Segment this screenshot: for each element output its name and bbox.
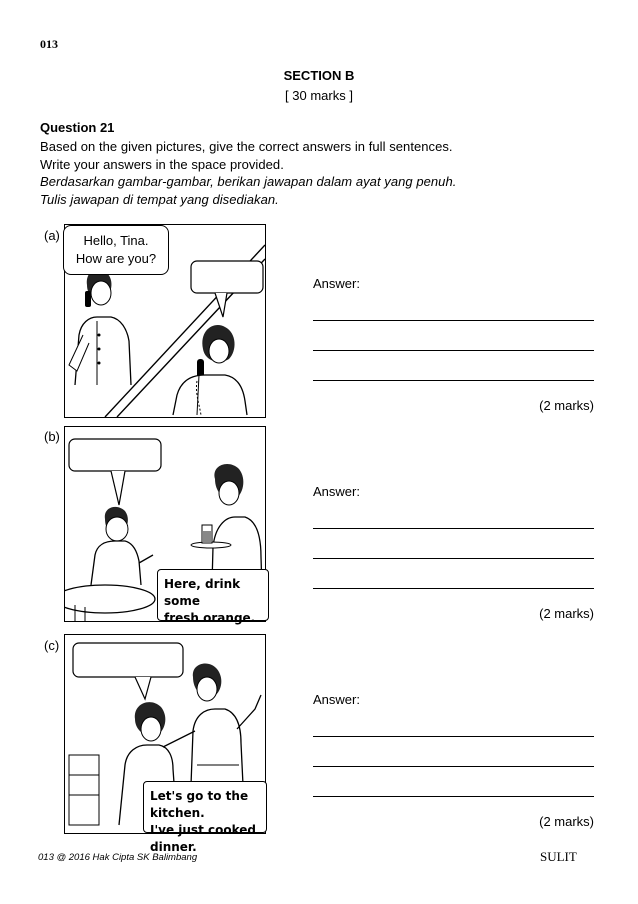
part-c-bubble-line-2: I've just cooked dinner. bbox=[150, 823, 256, 854]
part-b-marks: (2 marks) bbox=[539, 606, 594, 621]
part-b-picture bbox=[64, 426, 266, 625]
part-b-label: (b) bbox=[44, 429, 60, 444]
part-a-answer-line-3[interactable] bbox=[313, 380, 594, 381]
section-marks: [ 30 marks ] bbox=[285, 88, 353, 103]
part-b-speech-bubble bbox=[157, 569, 269, 625]
part-b-bubble-line-2: fresh orange. bbox=[164, 611, 256, 625]
part-b-answer-line-2[interactable] bbox=[313, 558, 594, 559]
part-c-marks: (2 marks) bbox=[539, 814, 594, 829]
part-a-answer-line-1[interactable] bbox=[313, 320, 594, 321]
part-c-answer-line-2[interactable] bbox=[313, 766, 594, 767]
instruction-line-2: Write your answers in the space provided. bbox=[40, 157, 284, 172]
part-a-answer-label: Answer: bbox=[313, 276, 360, 291]
part-b-answer-line-1[interactable] bbox=[313, 528, 594, 529]
part-a-speech-bubble bbox=[63, 225, 169, 275]
part-a-picture bbox=[64, 224, 266, 418]
instruction-line-4: Tulis jawapan di tempat yang disediakan. bbox=[40, 192, 279, 207]
part-b-answer-label: Answer: bbox=[313, 484, 360, 499]
instruction-line-1: Based on the given pictures, give the correct answers in full sentences. bbox=[40, 139, 453, 154]
part-c-bubble-line-1: Let's go to the kitchen. bbox=[150, 789, 249, 820]
question-title: Question 21 bbox=[40, 120, 115, 135]
instruction-line-3: Berdasarkan gambar-gambar, berikan jawapan dalam ayat yang penuh. bbox=[40, 174, 457, 189]
part-a-bubble-line-2: How are you? bbox=[75, 251, 157, 266]
part-c-label: (c) bbox=[44, 638, 60, 653]
part-a-label: (a) bbox=[44, 228, 60, 243]
part-a-answer-line-2[interactable] bbox=[313, 350, 594, 351]
part-c-answer-label: Answer: bbox=[313, 692, 360, 707]
part-b-bubble-line-1: Here, drink some bbox=[164, 577, 241, 608]
part-a-marks: (2 marks) bbox=[539, 398, 594, 413]
part-c-answer-line-1[interactable] bbox=[313, 736, 594, 737]
section-title: SECTION B bbox=[283, 68, 355, 83]
part-c-speech-bubble bbox=[143, 781, 267, 854]
part-a-bubble-line-1: Hello, Tina. bbox=[83, 233, 149, 248]
footer-copyright: 013 @ 2016 Hak Cipta SK Balimbang bbox=[38, 852, 198, 863]
paper-code: 013 bbox=[40, 37, 58, 51]
part-c-answer-line-3[interactable] bbox=[313, 796, 594, 797]
part-c-picture bbox=[64, 634, 266, 854]
footer-sulit: SULIT bbox=[540, 849, 577, 864]
part-b-answer-line-3[interactable] bbox=[313, 588, 594, 589]
